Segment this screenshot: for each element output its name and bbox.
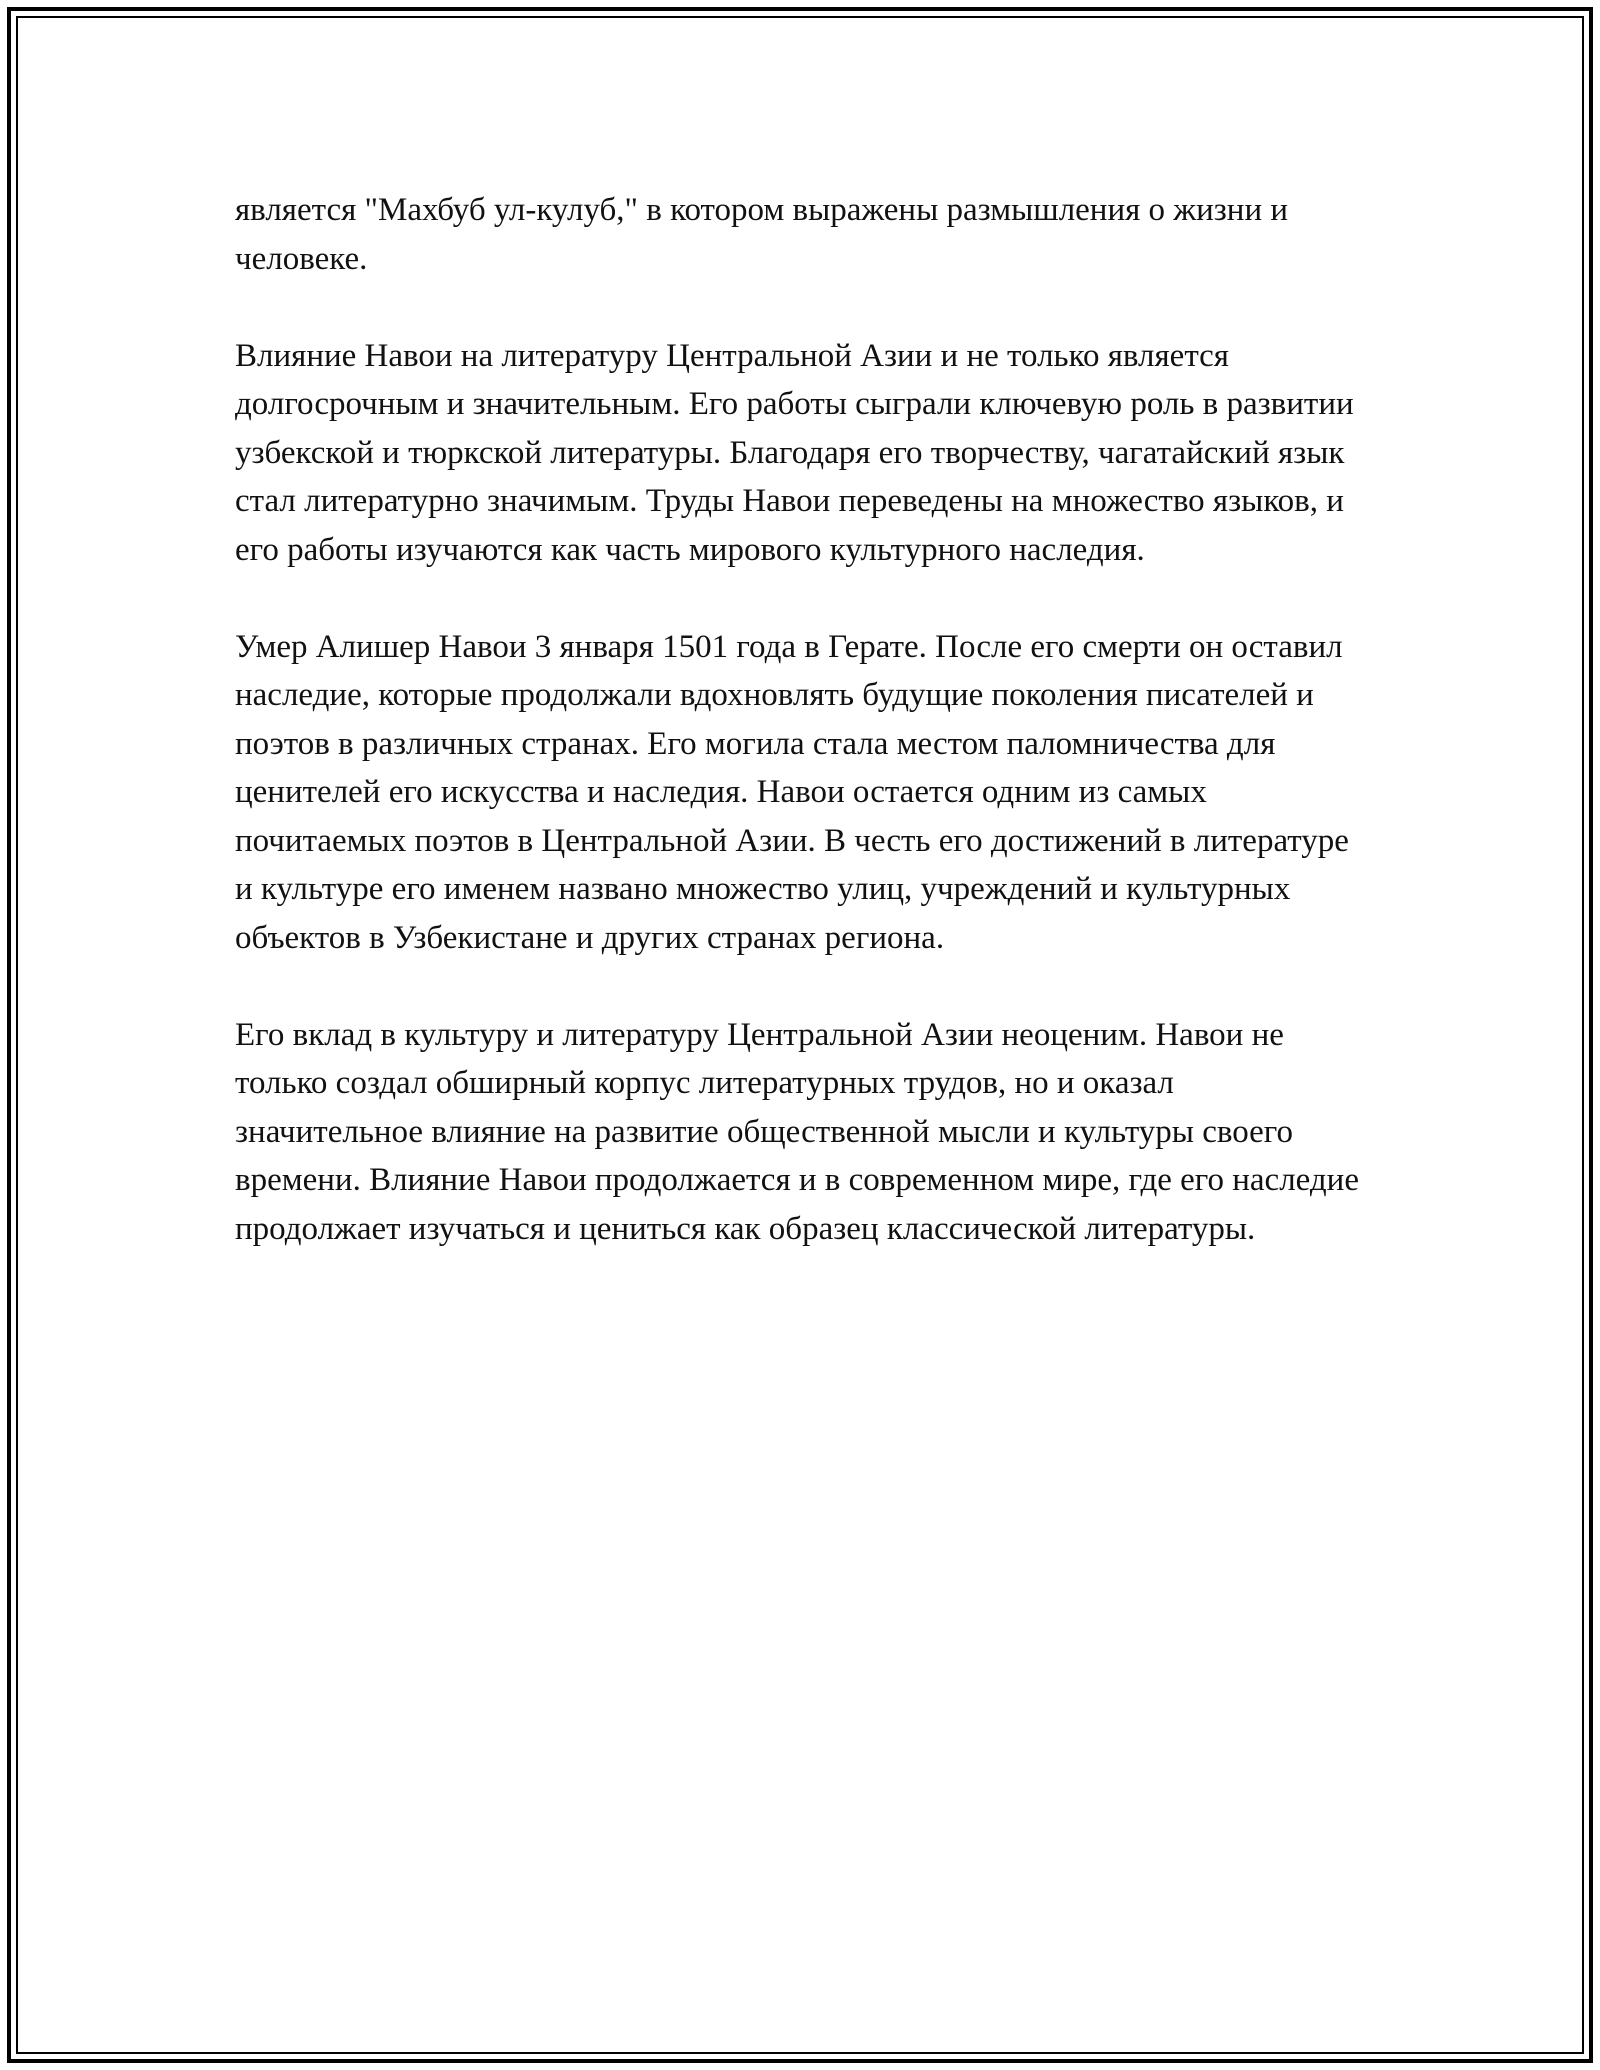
paragraph-2: Влияние Навои на литературу Центральной Азии и не только является долгосрочным и значительным. Его работы сыграли ключевую роль в развитии узбекской и тюркской литературы. Благодаря его творчеству, чагатайский язык стал литературно значимым. Труды Навои переведены на множество языков, и его работы изучаются как часть мирового культурного наследия.: [235, 337, 1354, 568]
paragraph-3: Умер Алишер Навои 3 января 1501 года в Герате. После его смерти он оставил наследие, которые продолжали вдохновлять будущие поколения писателей и поэтов в различных странах. Его могила стала местом паломничества для ценителей его искусства и наследия. Навои остается одним из самых почитаемых поэтов в Центральной Азии. В честь его достижений в литературе и культуре его именем названо множество улиц, учреждений и культурных объектов в Узбекистане и других странах региона.: [235, 628, 1349, 956]
document-body: [235, 186, 1365, 1253]
paragraph-4: Его вклад в культуру и литературу Центральной Азии неоценим. Навои не только создал обширный корпус литературных трудов, но и оказал значительное влияние на развитие общественной мысли и культуры своего времени. Влияние Навои продолжается и в современном мире, где его наследие продолжает изучаться и цениться как образец классической литературы.: [235, 1016, 1359, 1247]
paragraph-1: является "Махбуб ул-кулуб," в котором выражены размышления о жизни и человеке.: [235, 192, 1289, 277]
